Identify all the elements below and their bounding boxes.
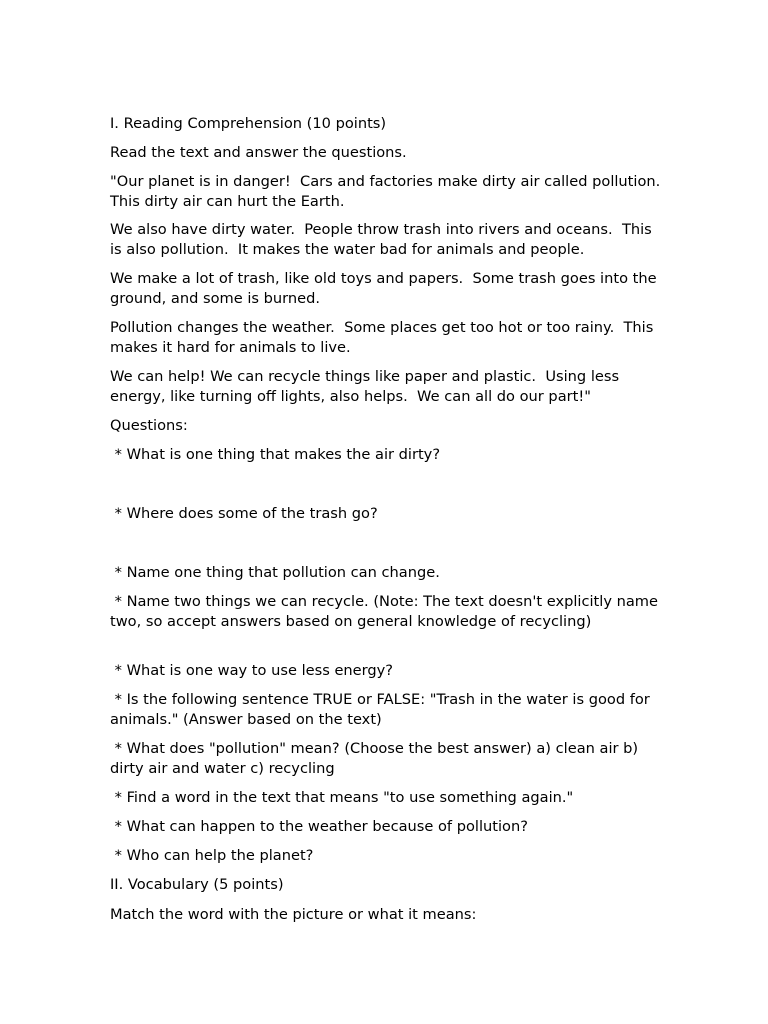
section-heading-vocabulary: II. Vocabulary (5 points) [110,876,284,893]
question-8: * Find a word in the text that means "to use something again." [110,789,574,806]
section-heading-reading: I. Reading Comprehension (10 points) [110,115,387,132]
question-10: * Who can help the planet? [110,847,314,864]
question-3: * Name one thing that pollution can change. [110,564,440,581]
passage-paragraph-4: Pollution changes the weather. Some places get too hot or too rainy. This makes it hard for animals to live. [110,319,658,356]
question-6: * Is the following sentence TRUE or FALSE: "Trash in the water is good for animals." (Answer based on the text) [110,691,655,728]
questions-label: Questions: [110,417,188,434]
question-7: * What does "pollution" mean? (Choose the best answer) a) clean air b) dirty air and water c) recycling [110,740,643,777]
question-4: * Name two things we can recycle. (Note: The text doesn't explicitly name two, so accept answers based on general knowledge of recycling) [110,593,663,630]
question-2: * Where does some of the trash go? [110,505,378,522]
vocabulary-instruction: Match the word with the picture or what it means: [110,906,477,923]
passage-paragraph-1: "Our planet is in danger! Cars and factories make dirty air called pollution. This dirty air can hurt the Earth. [110,173,665,210]
instruction-text: Read the text and answer the questions. [110,144,407,161]
question-9: * What can happen to the weather because of pollution? [110,818,528,835]
question-5: * What is one way to use less energy? [110,662,394,679]
passage-paragraph-5: We can help! We can recycle things like paper and plastic. Using less energy, like turning off lights, also helps. We can all do our part!" [110,368,624,405]
passage-paragraph-2: We also have dirty water. People throw trash into rivers and oceans. This is also pollution. It makes the water bad for animals and people. [110,221,657,258]
passage-paragraph-3: We make a lot of trash, like old toys and papers. Some trash goes into the ground, and some is burned. [110,270,662,307]
question-1: * What is one thing that makes the air dirty? [110,446,441,463]
